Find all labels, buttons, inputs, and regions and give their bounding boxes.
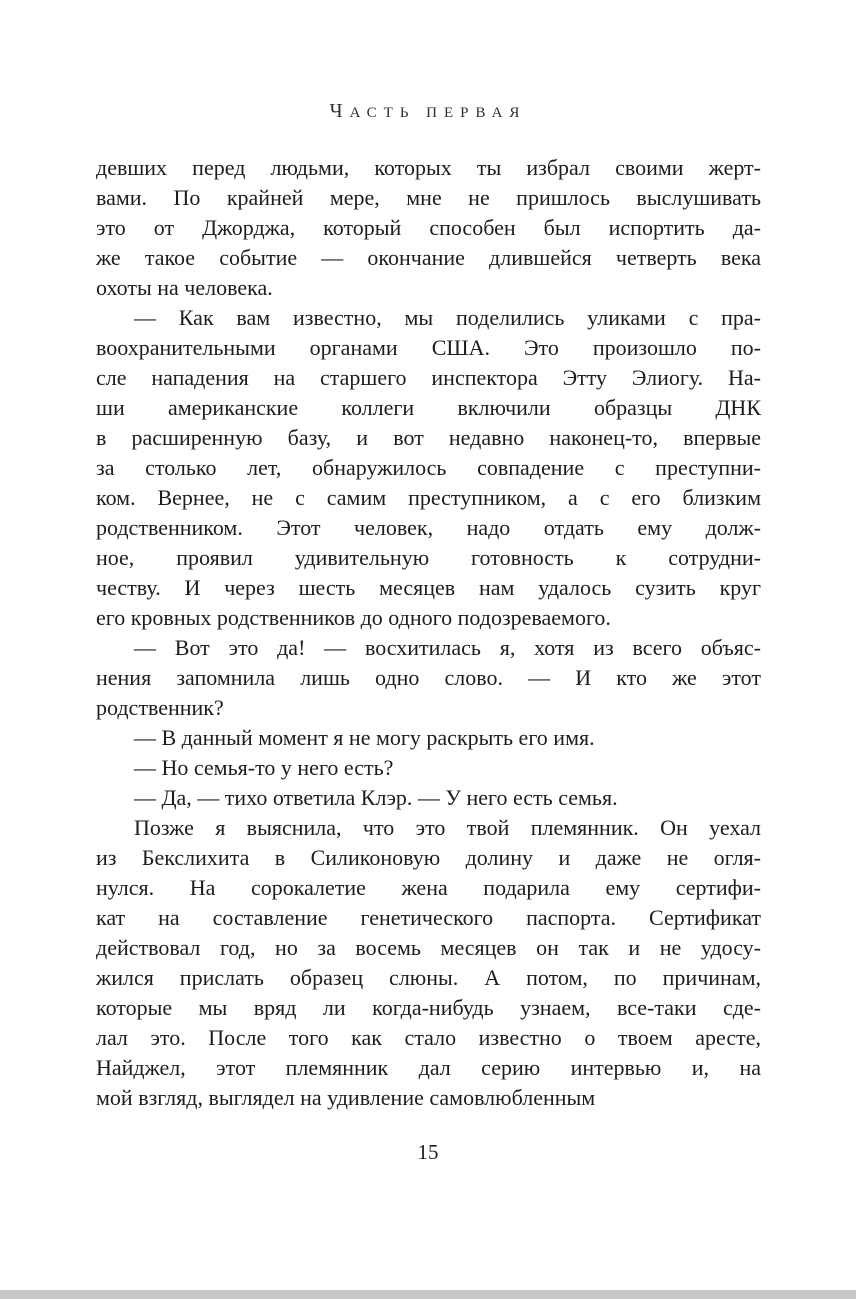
paragraph	[96, 723, 761, 753]
text-line: же такое событие — окончание длившейся четверть века	[96, 245, 761, 270]
paragraph	[96, 153, 761, 303]
text-line: охоты на человека.	[96, 275, 273, 300]
text-line: в расширенную базу, и вот недавно наконец-то, впервые	[96, 425, 761, 450]
paragraph	[96, 813, 761, 1113]
text-line: которые мы вряд ли когда-нибудь узнаем, все-таки сде-	[96, 995, 761, 1020]
text-line: ши американские коллеги включили образцы ДНК	[96, 395, 761, 420]
text-line: нения запомнила лишь одно слово. — И кто же этот	[96, 665, 761, 690]
text-line: девших перед людьми, которых ты избрал своими жерт-	[96, 155, 761, 180]
text-line: за столько лет, обнаружилось совпадение с преступни-	[96, 455, 761, 480]
text-line: из Бекслихита в Силиконовую долину и даже не огля-	[96, 845, 761, 870]
text-line: — Как вам известно, мы поделились уликами с пра-	[134, 305, 761, 330]
text-line: родственником. Этот человек, надо отдать ему долж-	[96, 515, 761, 540]
text-line: сле нападения на старшего инспектора Этту Элиогу. На-	[96, 365, 761, 390]
text-line: действовал год, но за восемь месяцев он так и не удосу-	[96, 935, 761, 960]
paragraph	[96, 303, 761, 633]
text-line: кат на составление генетического паспорта. Сертификат	[96, 905, 761, 930]
text-line: честву. И через шесть месяцев нам удалось сузить круг	[96, 575, 761, 600]
page-bottom-edge	[0, 1290, 856, 1299]
text-line: Позже я выяснила, что это твой племянник. Он уехал	[134, 815, 761, 840]
text-block	[96, 153, 761, 1113]
text-line: вами. По крайней мере, мне не пришлось выслушивать	[96, 185, 761, 210]
paragraph	[96, 633, 761, 723]
text-line: нулся. На сорокалетие жена подарила ему сертифи-	[96, 875, 761, 900]
paragraph	[96, 783, 761, 813]
text-line: ное, проявил удивительную готовность к сотрудни-	[96, 545, 761, 570]
part-heading: ЧАСТЬ ПЕРВАЯ	[329, 100, 527, 122]
text-line: — Но семья-то у него есть?	[134, 755, 394, 780]
text-line: ком. Вернее, не с самим преступником, а с его близким	[96, 485, 761, 510]
text-line: воохранительными органами США. Это произошло по-	[96, 335, 761, 360]
page-number: 15	[417, 1140, 439, 1164]
text-line: это от Джорджа, который способен был испортить да-	[96, 215, 761, 240]
text-line: лал это. После того как стало известно о твоем аресте,	[96, 1025, 761, 1050]
text-line: жился прислать образец слюны. А потом, по причинам,	[96, 965, 761, 990]
paragraph	[96, 753, 761, 783]
text-line: — Вот это да! — восхитилась я, хотя из всего объяс-	[134, 635, 761, 660]
text-line: — Да, — тихо ответила Клэр. — У него есть семья.	[134, 785, 618, 810]
text-line: родственник?	[96, 695, 224, 720]
text-line: — В данный момент я не могу раскрыть его имя.	[134, 725, 595, 750]
text-line: Найджел, этот племянник дал серию интервью и, на	[96, 1055, 761, 1080]
text-line: его кровных родственников до одного подозреваемого.	[96, 605, 611, 630]
text-line: мой взгляд, выглядел на удивление самовлюбленным	[96, 1085, 596, 1110]
